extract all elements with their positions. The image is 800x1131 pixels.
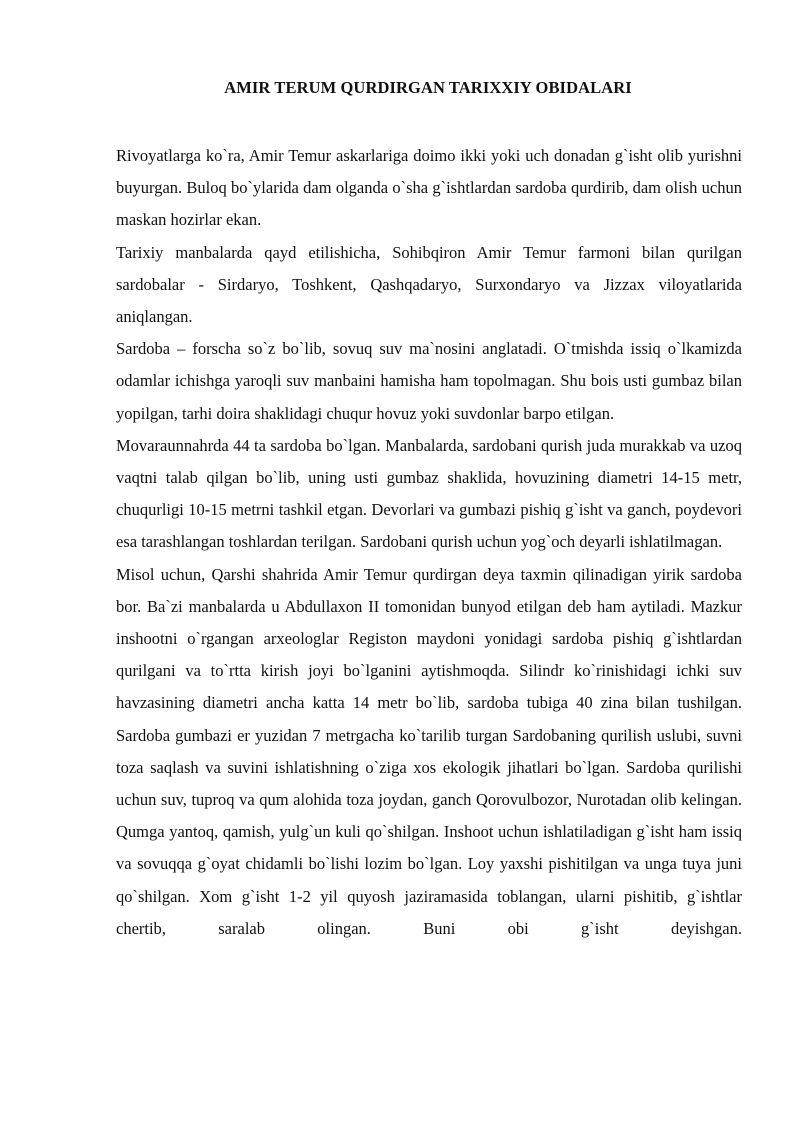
paragraph-qarshi-sardoba: Misol uchun, Qarshi shahrida Amir Temur qurdirgan deya taxmin qilinadigan yirik sardoba bor. Ba`zi manbalarda u Abdullaxon II tomonidan bunyod etilgan deb ham aytiladi. Mazkur inshootni o`rgangan arxeologlar Registon maydoni yonidagi sardoba pishiq g`ishtlardan qurilgani va to`rtta kirish joyi bo`lganini aytishmoqda. Silindr ko`rinishidagi ichki suv havzasining diametri ancha katta 14 metr bo`lib, sardoba tubiga 40 zina bilan tushilgan. Sardoba gumbazi er yuzidan 7 metrgacha ko`tarilib turgan Sardobaning qurilish uslubi, suvni toza saqlash va suvini ishlatishning o`ziga xos ekologik jihatlari bo`lgan. Sardoba qurilishi uchun suv, tuproq va qum alohida toza joydan, ganch Qorovulbozor, Nurotadan olib kelingan. Qumga yantoq, qamish, yulg`un kuli qo`shilgan. Inshoot uchun ishlatiladigan g`isht ham issiq va sovuqqa g`oyat chidamli bo`lishi lozim bo`lgan. Loy yaxshi pishitilgan va unga tuya juni qo`shilgan. Xom g`isht 1-2 yil quyosh jaziramasida toblangan, ularni pishitib, g`ishtlar chertib, saralab olingan. Buni obi g`isht deyishgan.: [116, 564, 742, 938]
paragraph-sardoba-regions: Tarixiy manbalarda qayd etilishicha, Sohibqiron Amir Temur farmoni bilan qurilgan sardobalar - Sirdaryo, Toshkent, Qashqadaryo, Surxondaryo va Jizzax viloyatlarida aniqlangan.: [116, 242, 742, 327]
paragraph-sardoba-definition: Sardoba – forscha so`z bo`lib, sovuq suv ma`nosini anglatadi. O`tmishda issiq o`lkamizda odamlar ichishga yaroqli suv manbaini hamisha ham topolmagan. Shu bois usti gumbaz bilan yopilgan, tarhi doira shaklidagi chuqur hovuz yoki suvdonlar barpo etilgan.: [116, 339, 742, 423]
paragraph-legend: Rivoyatlarga ko`ra, Amir Temur askarlariga doimo ikki yoki uch donadan g`isht olib yurishni buyurgan. Buloq bo`ylarida dam olganda o`sha g`ishtlardan sardoba qurdirib, dam olish uchun maskan hozirlar ekan.: [116, 146, 742, 230]
document-body: [116, 140, 742, 945]
document-title: AMIR TERUM QURDIRGAN TARIXXIY OBIDALARI: [224, 78, 632, 97]
paragraph-sardoba-construction: Movaraunnahrda 44 ta sardoba bo`lgan. Manbalarda, sardobani qurish juda murakkab va uzoq vaqtni talab qilgan bo`lib, uning usti gumbaz shaklida, hovuzining diametri 14-15 metr, chuqurligi 10-15 metrni tashkil etgan. Devorlari va gumbazi pishiq g`isht va ganch, poydevori esa tarashlangan toshlardan terilgan. Sardobani qurish uchun yog`och deyarli ishlatilmagan.: [116, 435, 742, 552]
